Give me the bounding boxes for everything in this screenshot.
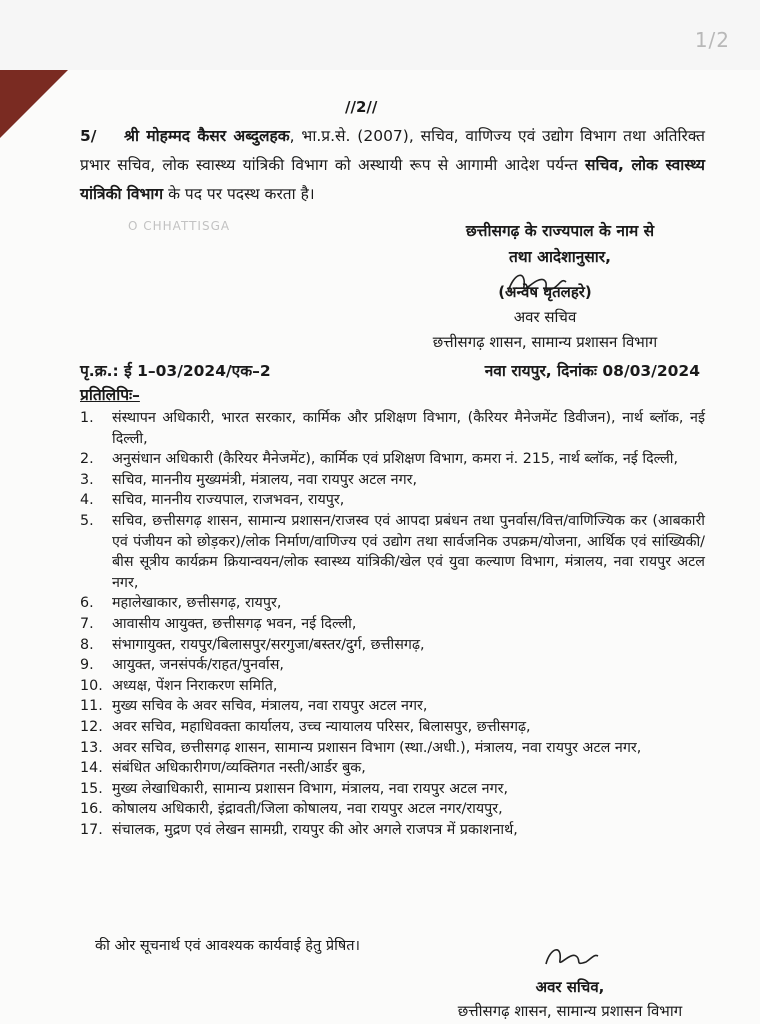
list-item-text: आवासीय आयुक्त, छत्तीसगढ़ भवन, नई दिल्ली, bbox=[112, 615, 357, 632]
list-item-number: 10. bbox=[80, 677, 103, 694]
list-item bbox=[80, 470, 705, 491]
list-item-number: 3. bbox=[80, 471, 94, 488]
faint-stamp-text: O CHHATTISGA bbox=[128, 219, 231, 233]
list-item-number: 5. bbox=[80, 512, 94, 529]
list-item bbox=[80, 614, 705, 635]
list-item bbox=[80, 511, 705, 593]
list-item bbox=[80, 717, 705, 738]
order-paragraph bbox=[80, 122, 705, 209]
list-item bbox=[80, 593, 705, 614]
list-item-number: 7. bbox=[80, 615, 94, 632]
list-item bbox=[80, 696, 705, 717]
list-item-number: 14. bbox=[80, 760, 103, 777]
list-item bbox=[80, 635, 705, 656]
paragraph-text-2: के पद पर पदस्थ करता है। bbox=[163, 185, 315, 203]
list-item-text: संस्थापन अधिकारी, भारत सरकार, कार्मिक और प्रशिक्षण विभाग, (कैरियर मैनेजमेंट डिवीजन), नार्थ ब्लॉक, नई दिल्ली, bbox=[112, 410, 705, 447]
paragraph-text-1: , भा.प्र.से. (2007), सचिव, वाणिज्य एवं उद्योग विभाग तथा अतिरिक्त प्रभार सचिव, लोक स्वास्थ्य यांत्रिकी विभाग को अस्थायी रूप से आगामी आदेश पर्यन्त bbox=[80, 127, 705, 174]
reference-line bbox=[80, 359, 700, 381]
list-item-number: 12. bbox=[80, 718, 103, 735]
posted-post: सचिव, लोक स्वास्थ्य यांत्रिकी विभाग bbox=[80, 156, 705, 203]
list-item bbox=[80, 820, 705, 841]
corner-fold-decoration bbox=[0, 70, 68, 138]
list-item-text: अवर सचिव, छत्तीसगढ़ शासन, सामान्य प्रशासन विभाग (स्था./अधी.), मंत्रालय, नवा रायपुर अटल नगर, bbox=[112, 739, 642, 756]
list-item-number: 11. bbox=[80, 698, 103, 715]
closing-line: की ओर सूचनार्थ एवं आवश्यक कार्यवाई हेतु प्रेषित। bbox=[95, 938, 361, 954]
list-item-number: 17. bbox=[80, 821, 103, 838]
copy-to-heading: प्रतिलिपिः– bbox=[80, 386, 140, 404]
page-indicator[interactable]: 1/2 bbox=[694, 28, 730, 52]
list-item-number: 2. bbox=[80, 451, 94, 468]
place-date: नवा रायपुर, दिनांकः 08/03/2024 bbox=[484, 362, 700, 380]
list-item-number: 16. bbox=[80, 801, 103, 818]
list-item-text: अध्यक्ष, पेंशन निराकरण समिति, bbox=[112, 677, 278, 694]
list-item-number: 8. bbox=[80, 636, 94, 653]
list-item bbox=[80, 758, 705, 779]
page-number-mark: //2// bbox=[345, 98, 378, 116]
list-item-text: आयुक्त, जनसंपर्क/राहत/पुनर्वास, bbox=[112, 657, 284, 674]
list-item-number: 4. bbox=[80, 492, 94, 509]
list-item-number: 13. bbox=[80, 739, 103, 756]
list-item-text: मुख्य लेखाधिकारी, सामान्य प्रशासन विभाग, मंत्रालय, नवा रायपुर अटल नगर, bbox=[112, 780, 509, 797]
list-item bbox=[80, 655, 705, 676]
list-item-number: 6. bbox=[80, 595, 94, 612]
list-item-text: सचिव, माननीय राज्यपाल, राजभवन, रायपुर, bbox=[112, 492, 345, 509]
list-item bbox=[80, 738, 705, 759]
order-authority bbox=[400, 218, 720, 270]
copy-to-list bbox=[80, 408, 705, 840]
list-item bbox=[80, 490, 705, 511]
bottom-department: छत्तीसगढ़ शासन, सामान्य प्रशासन विभाग bbox=[457, 1002, 683, 1020]
list-item-text: कोषालय अधिकारी, इंद्रावती/जिला कोषालय, नवा रायपुर अटल नगर/रायपुर, bbox=[112, 801, 503, 818]
signature-scribble-2 bbox=[540, 938, 600, 972]
list-item-text: अवर सचिव, महाधिवक्ता कार्यालय, उच्च न्यायालय परिसर, बिलासपुर, छत्तीसगढ़, bbox=[112, 718, 531, 735]
signatory-block bbox=[380, 280, 710, 355]
list-item-text: मुख्य सचिव के अवर सचिव, मंत्रालय, नवा रायपुर अटल नगर, bbox=[112, 698, 428, 715]
list-item bbox=[80, 408, 705, 449]
officer-name: श्री मोहम्मद कैसर अब्दुलहक bbox=[124, 127, 290, 145]
list-item bbox=[80, 799, 705, 820]
bottom-designation: अवर सचिव, bbox=[535, 978, 605, 996]
list-item-text: सचिव, माननीय मुख्यमंत्री, मंत्रालय, नवा रायपुर अटल नगर, bbox=[112, 471, 418, 488]
list-item bbox=[80, 779, 705, 800]
viewer-toolbar bbox=[0, 0, 760, 70]
list-item-number: 15. bbox=[80, 780, 103, 797]
paragraph-number: 5/ bbox=[80, 127, 97, 145]
bottom-signatory-block bbox=[420, 975, 720, 1023]
list-item-number: 1. bbox=[80, 410, 94, 426]
signatory-name: (अन्वेष घृतलहरे) bbox=[498, 283, 592, 301]
list-item-text: महालेखाकार, छत्तीसगढ़, रायपुर, bbox=[112, 595, 282, 612]
list-item-number: 9. bbox=[80, 657, 94, 674]
list-item-text: संभागायुक्त, रायपुर/बिलासपुर/सरगुजा/बस्तर/दुर्ग, छत्तीसगढ़, bbox=[112, 636, 425, 653]
list-item-text: अनुसंधान अधिकारी (कैरियर मैनेजमेंट), कार्मिक एवं प्रशिक्षण विभाग, कमरा नं. 215, नार्थ ब्लॉक, नई दिल्ली, bbox=[112, 451, 679, 468]
signatory-department: छत्तीसगढ़ शासन, सामान्य प्रशासन विभाग bbox=[432, 333, 658, 351]
document-page bbox=[0, 70, 760, 1024]
list-item-text: सचिव, छत्तीसगढ़ शासन, सामान्य प्रशासन/राजस्व एवं आपदा प्रबंधन तथा पुनर्वास/वित्त/वाणिज्यिक कर (आबकारी एवं पंजीयन को छोड़कर)/लोक निर्माण/वाणिज्य एवं उद्योग तथा सार्वजनिक उपक्रम/योजना, आर्थिक एवं सांख्यिकी/बीस सूत्रीय कार्यक्रम क्रियान्वयन/लोक स्वास्थ्य यांत्रिकी/खेल एवं युवा कल्याण विभाग, मंत्रालय, नवा रायपुर अटल नगर, bbox=[112, 512, 705, 591]
list-item-text: संचालक, मुद्रण एवं लेखन सामग्री, रायपुर की ओर अगले राजपत्र में प्रकाशनार्थ, bbox=[112, 821, 518, 838]
signatory-designation: अवर सचिव bbox=[513, 308, 577, 326]
reference-number: पृ.क्र.: ई 1–03/2024/एक–2 bbox=[80, 362, 271, 380]
list-item bbox=[80, 449, 705, 470]
list-item-text: संबंधित अधिकारीगण/व्यक्तिगत नस्ती/आर्डर बुक, bbox=[112, 760, 366, 777]
order-line-2: तथा आदेशानुसार, bbox=[508, 248, 612, 266]
list-item bbox=[80, 676, 705, 697]
order-line-1: छत्तीसगढ़ के राज्यपाल के नाम से bbox=[465, 222, 655, 240]
